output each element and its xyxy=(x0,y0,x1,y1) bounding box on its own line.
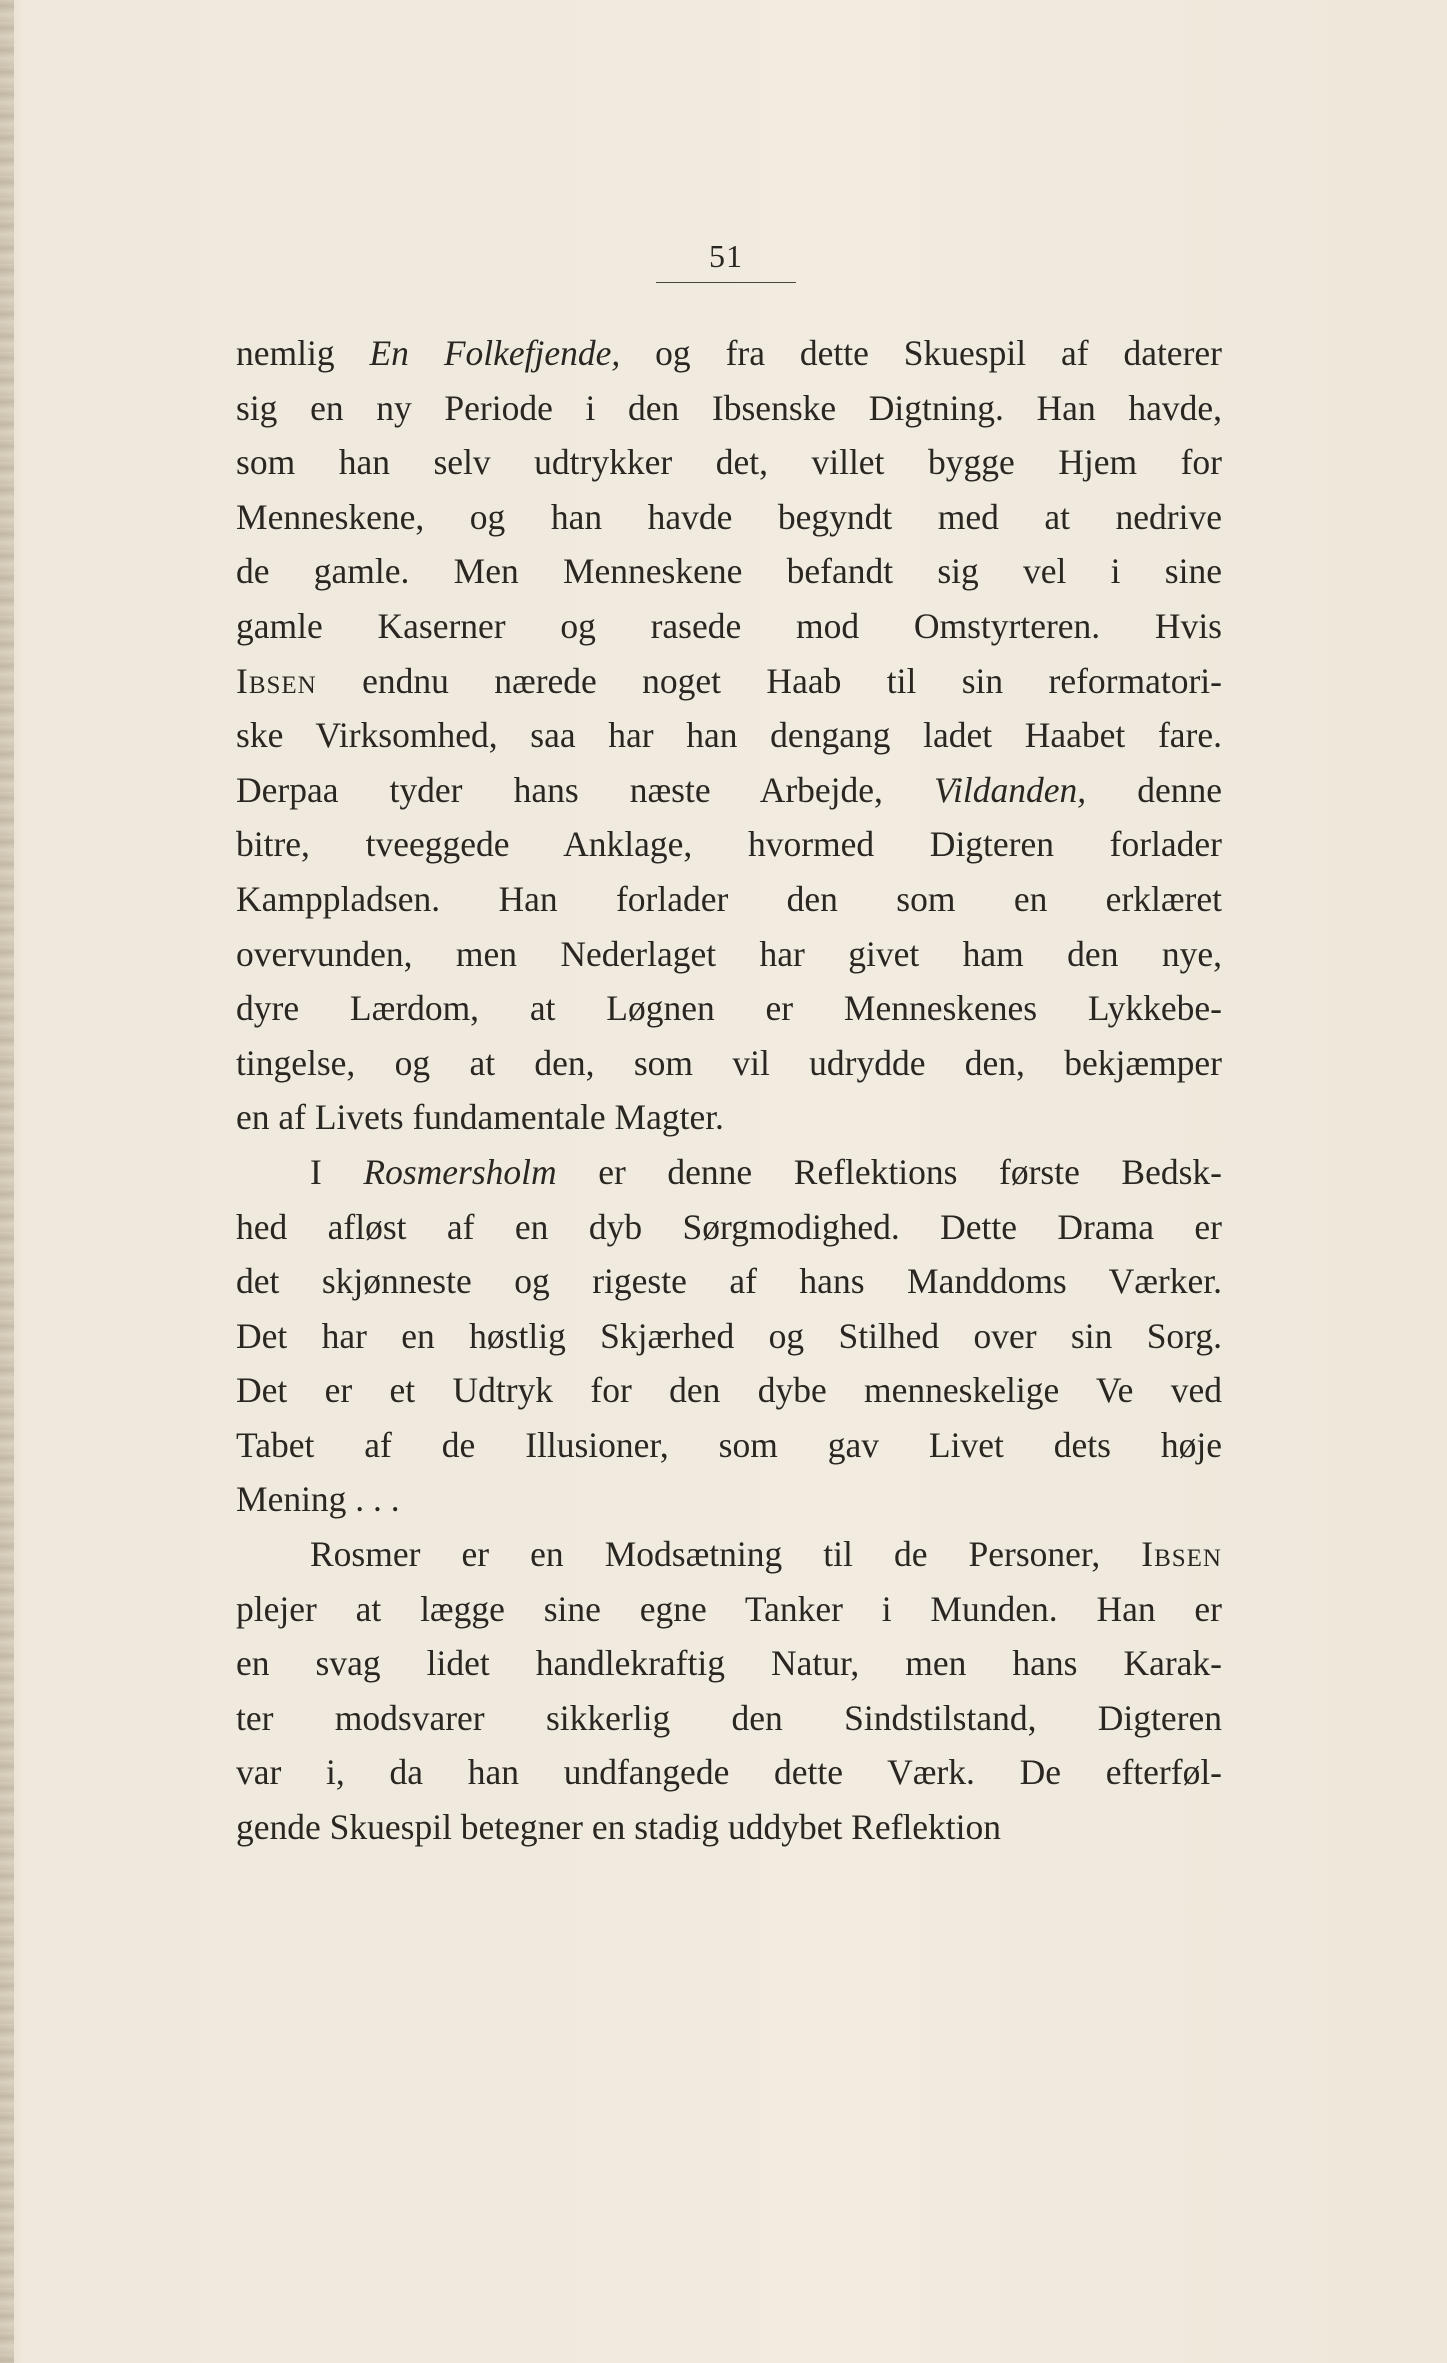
text-run: endnu nærede noget Haab til sin reformatori- xyxy=(316,660,1222,701)
text-line xyxy=(236,1145,1222,1200)
text-run: bitre, tveeggede Anklage, hvormed Digteren forlader xyxy=(236,824,1222,865)
text-run: en af Livets fundamentale Magter. xyxy=(236,1097,724,1138)
text-line xyxy=(236,763,1222,818)
text-line xyxy=(236,1309,1222,1364)
text-run: gamle Kaserner og rasede mod Omstyrteren. Hvis xyxy=(236,605,1222,646)
text-run: gende Skuespil betegner en stadig uddybet Reflektion xyxy=(236,1807,1002,1848)
page-number: 51 xyxy=(656,236,796,283)
text-run: Rosmer er en Modsætning til de Personer, xyxy=(310,1534,1142,1575)
text-run: som han selv udtrykker det, villet bygge Hjem for xyxy=(236,442,1222,483)
text-line xyxy=(236,1090,1222,1145)
text-run: en svag lidet handlekraftig Natur, men hans Karak- xyxy=(236,1643,1222,1684)
text-line xyxy=(236,1582,1222,1637)
text-line xyxy=(236,1200,1222,1255)
text-run: Derpaa tyder hans næste Arbejde, xyxy=(236,769,934,810)
text-run: plejer at lægge sine egne Tanker i Munden. Han er xyxy=(236,1588,1222,1629)
text-run: ter modsvarer sikkerlig den Sindstilstand, Digteren xyxy=(236,1697,1222,1738)
text-run: Mening . . . xyxy=(236,1479,400,1520)
text-run: og fra dette Skuespil af daterer xyxy=(620,333,1222,373)
text-run: nemlig xyxy=(236,333,370,373)
text-run: Tabet af de Illusioner, som gav Livet dets høje xyxy=(236,1424,1222,1465)
text-run: Det er et Udtryk for den dybe menneskelige Ve ved xyxy=(236,1370,1222,1411)
text-line xyxy=(236,1472,1222,1527)
paragraph xyxy=(236,1145,1222,1527)
text-run: Det har en høstlig Skjærhed og Stilhed over sin Sorg. xyxy=(236,1315,1222,1356)
text-line xyxy=(236,1418,1222,1473)
text-line xyxy=(236,1800,1222,1855)
text-run: denne xyxy=(1086,769,1222,810)
text-line xyxy=(236,1636,1222,1691)
text-line xyxy=(236,654,1222,709)
text-line xyxy=(236,544,1222,599)
text-run: overvunden, men Nederlaget har givet ham den nye, xyxy=(236,933,1222,974)
text-run: Kamppladsen. Han forlader den som en erklæret xyxy=(236,878,1222,919)
text-run: Menneskene, og han havde begyndt med at nedrive xyxy=(236,496,1222,537)
text-run: dyre Lærdom, at Løgnen er Menneskenes Lykkebe- xyxy=(236,988,1222,1029)
small-caps-name: Ibsen xyxy=(1141,1534,1222,1575)
text-run: er denne Reflektions første Bedsk- xyxy=(556,1151,1222,1192)
text-run: var i, da han undfangede dette Værk. De efterføl- xyxy=(236,1752,1222,1793)
text-line xyxy=(236,599,1222,654)
binding-gutter xyxy=(0,0,14,2363)
paragraph xyxy=(236,1527,1222,1855)
text-line xyxy=(236,1527,1222,1582)
text-run: ske Virksomhed, saa har han dengang ladet Haabet fare. xyxy=(236,715,1222,756)
text-line xyxy=(236,381,1222,436)
text-run: sig en ny Periode i den Ibsenske Digtning. Han havde, xyxy=(236,387,1222,428)
text-line xyxy=(236,817,1222,872)
paragraph xyxy=(236,326,1222,1145)
text-line xyxy=(236,326,1222,381)
text-run: det skjønneste og rigeste af hans Manddoms Værker. xyxy=(236,1261,1222,1302)
text-line xyxy=(236,872,1222,927)
text-run: de gamle. Men Menneskene befandt sig vel i sine xyxy=(236,551,1222,592)
text-line xyxy=(236,708,1222,763)
text-line xyxy=(236,1254,1222,1309)
italic-title: Rosmersholm xyxy=(363,1151,557,1192)
small-caps-name: Ibsen xyxy=(236,660,317,701)
text-line xyxy=(236,981,1222,1036)
text-line xyxy=(236,1691,1222,1746)
text-run: tingelse, og at den, som vil udrydde den, bekjæmper xyxy=(236,1042,1222,1083)
italic-title: Vildanden, xyxy=(933,769,1087,810)
text-line xyxy=(236,927,1222,982)
text-line xyxy=(236,1363,1222,1418)
text-run: I xyxy=(310,1151,364,1192)
body-text xyxy=(236,326,1222,1855)
text-line xyxy=(236,435,1222,490)
text-line xyxy=(236,1745,1222,1800)
text-run: hed afløst af en dyb Sørgmodighed. Dette Drama er xyxy=(236,1206,1222,1247)
text-line xyxy=(236,490,1222,545)
text-line xyxy=(236,1036,1222,1091)
italic-title: En Folkefjende, xyxy=(369,333,621,373)
